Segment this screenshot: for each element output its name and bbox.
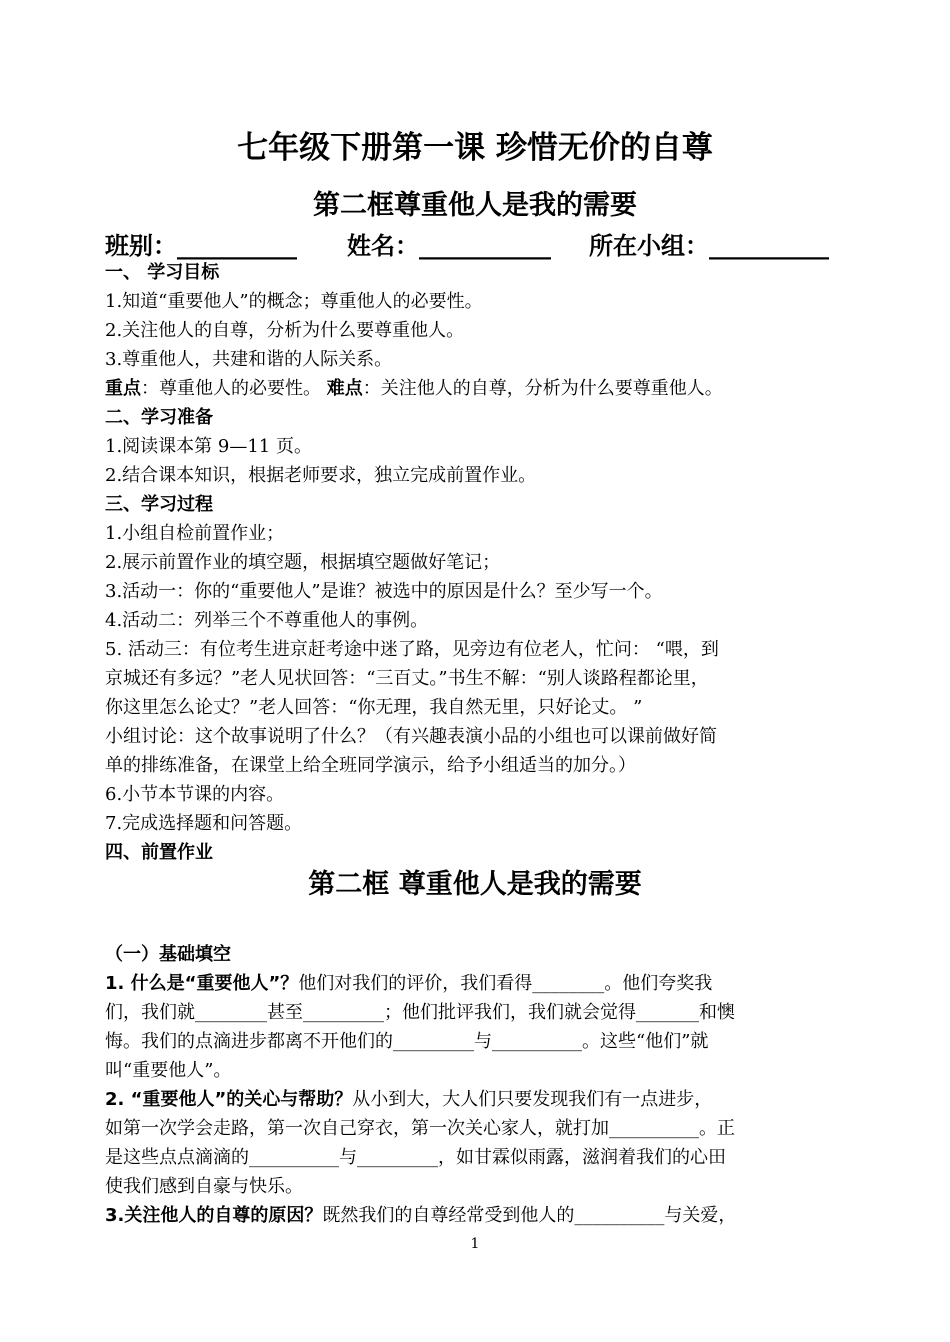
preparation-item: 1.阅读课本第 9—11 页。 (105, 436, 312, 457)
homework-title: 第二框 尊重他人是我的需要 (308, 869, 642, 900)
section-heading-objectives: 一、 学习目标 (105, 262, 220, 283)
class-field-label: 班别：__________ (105, 232, 297, 260)
preparation-item: 2.结合课本知识，根据老师要求，独立完成前置作业。 (105, 465, 537, 486)
process-line: 京城还有多远？”老人见状回答：“三百丈。”书生不解：“别人谈路程都论里， (105, 668, 709, 689)
question-1-line (105, 969, 850, 998)
page-number: 1 (470, 1236, 480, 1252)
key-difficult-line (105, 374, 850, 403)
key-point-label: 重点 (105, 378, 141, 399)
process-line: 7.完成选择题和问答题。 (105, 813, 303, 834)
process-line: 6.小节本节课的内容。 (105, 784, 285, 805)
group-field-label: 所在小组：__________ (589, 232, 829, 260)
process-line: 4.活动二：列举三个不尊重他人的事例。 (105, 610, 429, 631)
objective-item: 2.关注他人的自尊，分析为什么要尊重他人。 (105, 320, 465, 341)
process-line: 3.活动一：你的“重要他人”是谁？被选中的原因是什么？至少写一个。 (105, 581, 663, 602)
difficult-point-text: ：关注他人的自尊，分析为什么要尊重他人。 (362, 378, 723, 399)
objective-item: 1.知道“重要他人”的概念；尊重他人的必要性。 (105, 291, 483, 312)
page-subtitle: 第二框尊重他人是我的需要 (313, 190, 637, 221)
process-line: 5. 活动三：有位考生进京赶考途中迷了路，见旁边有位老人，忙问： “喂，到 (105, 639, 719, 660)
difficult-point-label: 难点 (326, 378, 363, 399)
process-line: 单的排练准备，在课堂上给全班同学演示，给予小组适当的加分。） (105, 755, 636, 776)
question-2-line (105, 1085, 850, 1114)
question-1-line: 们，我们就________甚至_________；他们批评我们，我们就会觉得_______和懊 (105, 1002, 735, 1023)
question-3-label: 3.关注他人的自尊的原因？ (105, 1205, 323, 1226)
objective-item: 3.尊重他人，共建和谐的人际关系。 (105, 349, 393, 370)
question-2-label: 2. “重要他人”的关心与帮助？ (105, 1089, 353, 1110)
question-2-line: 使我们感到自豪与快乐。 (105, 1176, 303, 1197)
key-point-text: ：尊重他人的必要性。 (141, 378, 327, 399)
question-1-text: 他们对我们的评价，我们看得________。他们夸奖我 (298, 973, 713, 994)
fill-blank-heading: （一）基础填空 (105, 944, 231, 965)
section-heading-process: 三、学习过程 (105, 494, 213, 515)
question-1-line: 叫“重要他人”。 (105, 1060, 232, 1081)
section-heading-homework: 四、前置作业 (105, 842, 213, 863)
question-2-line: 如第一次学会走路，第一次自己穿衣，第一次关心家人，就打加__________。正 (105, 1118, 735, 1139)
question-3-line (105, 1201, 850, 1230)
process-line: 1.小组自检前置作业； (105, 523, 285, 544)
question-2-text: 从小到大，大人们只要发现我们有一点进步， (352, 1089, 713, 1110)
page-title: 七年级下册第一课 珍惜无价的自尊 (237, 130, 713, 166)
section-heading-preparation: 二、学习准备 (105, 407, 213, 428)
question-2-line: 是这些点点滴滴的__________与_________，如甘霖似雨露，滋润着我们的心田 (105, 1147, 726, 1168)
name-field-label: 姓名：___________ (347, 232, 551, 260)
question-1-line: 悔。我们的点滴进步都离不开他们的_________与__________。这些“他们”就 (105, 1031, 709, 1052)
process-line: 2.展示前置作业的填空题，根据填空题做好笔记； (105, 552, 501, 573)
process-line: 你这里怎么论丈？”老人回答：“你无理，我自然无里，只好论丈。 ” (105, 697, 643, 718)
question-1-label: 1. 什么是“重要他人”？ (105, 973, 299, 994)
question-3-text: 既然我们的自尊经常受到他人的__________与关爱， (322, 1205, 737, 1226)
student-info-row (105, 226, 850, 262)
process-line: 小组讨论：这个故事说明了什么？（有兴趣表演小品的小组也可以课前做好简 (105, 726, 717, 747)
